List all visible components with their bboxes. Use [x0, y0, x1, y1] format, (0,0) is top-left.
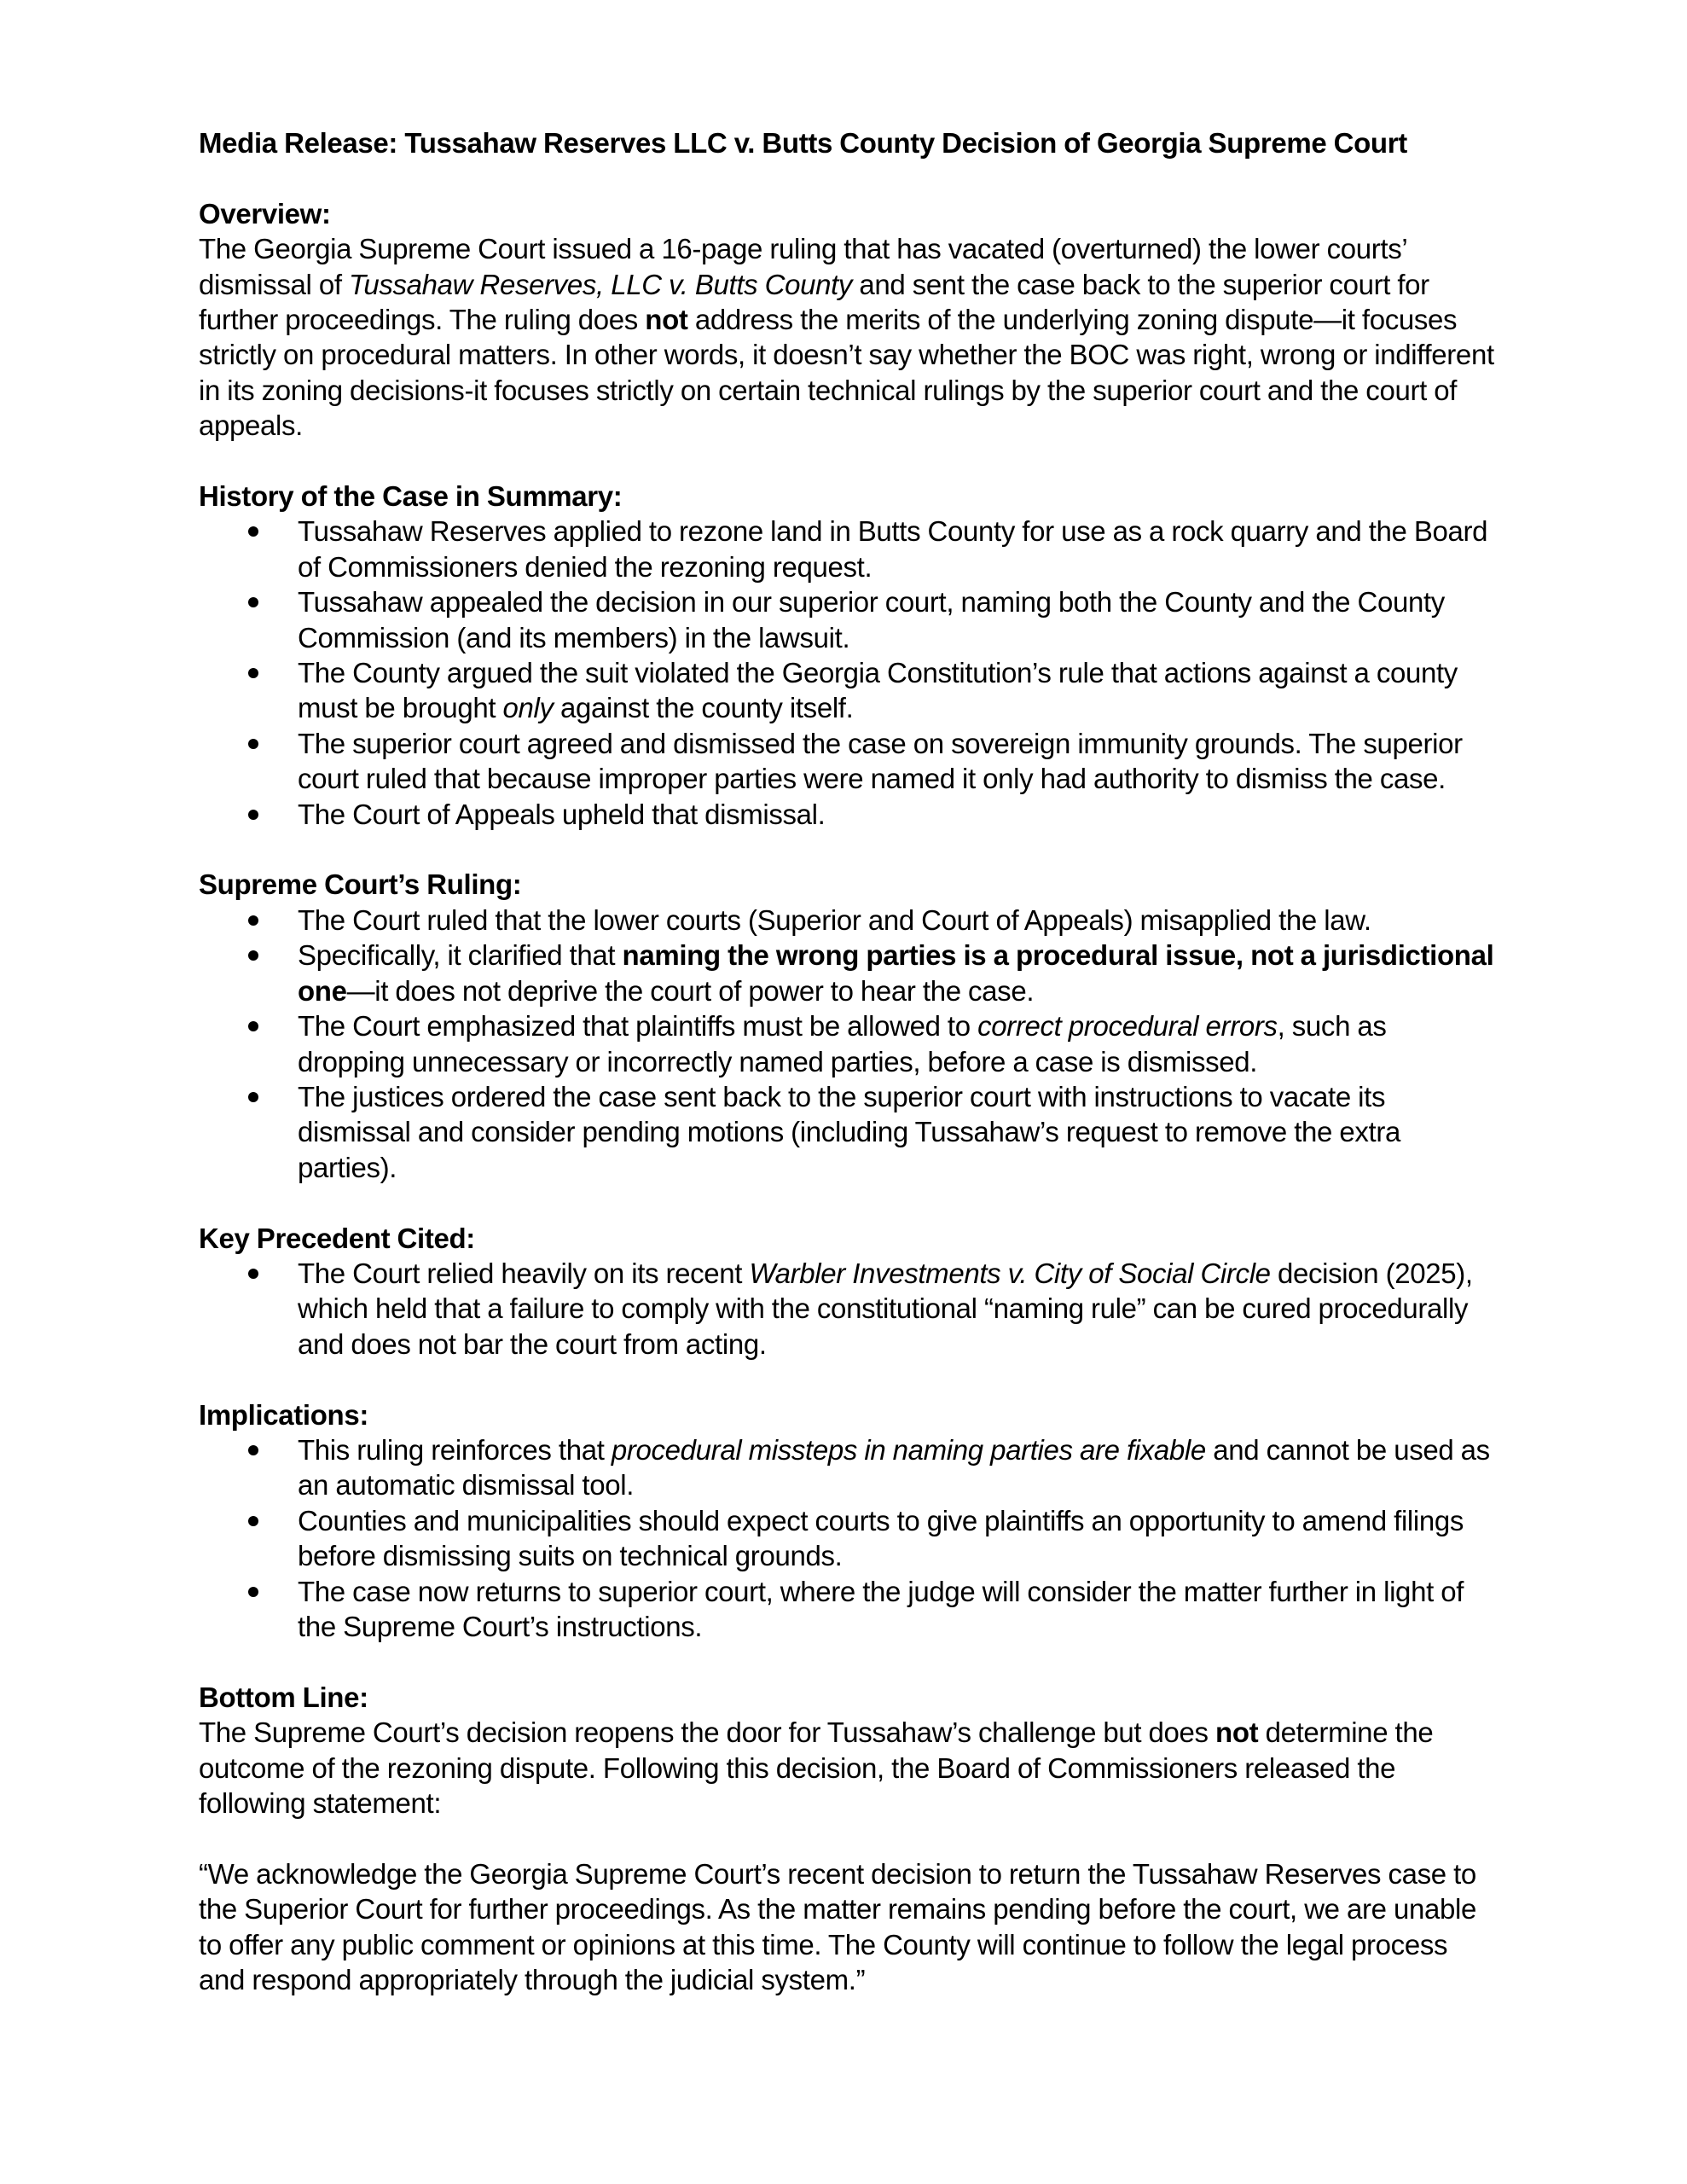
list-item — [199, 1432, 1495, 1503]
ruling-heading: Supreme Court’s Ruling: — [199, 868, 522, 901]
bullet-icon — [248, 1445, 258, 1455]
list-item — [199, 655, 1495, 726]
spacer — [199, 832, 1495, 867]
bullet-icon — [248, 739, 258, 749]
text-segment: Tussahaw Reserves applied to rezone land in Butts County for use as a rock quarry and the Board of Commissioners denied the rezoning request. — [298, 515, 1488, 583]
bullet-icon — [248, 1092, 258, 1102]
board-statement-quote: “We acknowledge the Georgia Supreme Court’s recent decision to return the Tussahaw Reserves case to the Superior Court for further proceedings. As the matter remains pending before the court, we are unable to offer any public comment or opinions at this time. The County will continue to follow the legal process and respond appropriately through the judicial system.” — [199, 1857, 1476, 1996]
text-segment: correct procedural errors — [977, 1010, 1278, 1043]
list-item — [199, 1008, 1495, 1079]
text-segment: The Georgia Supreme Court issued a 16-page ruling that has vacated (overturned) the lower courts’ dismissal of — [199, 233, 1407, 300]
bullet-icon — [248, 1021, 258, 1031]
overview-paragraph — [199, 231, 1495, 443]
bottom-line-paragraph — [199, 1715, 1495, 1821]
spacer — [199, 1644, 1495, 1679]
implications-list — [199, 1432, 1495, 1644]
spacer — [199, 160, 1495, 195]
bullet-icon — [248, 597, 258, 607]
text-segment: The Court emphasized that plaintiffs must be allowed to — [298, 1010, 978, 1043]
bullet-icon — [248, 526, 258, 537]
spacer — [199, 1185, 1495, 1220]
list-item — [199, 726, 1495, 797]
text-segment: The Court of Appeals upheld that dismissal. — [298, 798, 826, 830]
ruling-list — [199, 903, 1495, 1185]
bottom-line-heading: Bottom Line: — [199, 1681, 368, 1713]
text-segment: The case now returns to superior court, where the judge will consider the matter further in light of the Supreme Court’s instructions. — [298, 1575, 1464, 1642]
history-list — [199, 514, 1495, 832]
bullet-icon — [248, 950, 258, 961]
bullet-icon — [248, 915, 258, 926]
list-item — [199, 514, 1495, 584]
media-release-document — [199, 125, 1495, 1997]
text-segment: procedural missteps in naming parties are fixable — [611, 1433, 1206, 1466]
text-segment: This ruling reinforces that — [298, 1433, 612, 1466]
text-segment: Specifically, it clarified that — [298, 939, 623, 972]
list-item — [199, 1079, 1495, 1185]
implications-heading: Implications: — [199, 1398, 368, 1431]
text-segment: Tussahaw appealed the decision in our superior court, naming both the County and the County Commission (and its members) in the lawsuit. — [298, 586, 1445, 653]
bullet-icon — [248, 1269, 258, 1279]
document-title: Media Release: Tussahaw Reserves LLC v. Butts County Decision of Georgia Supreme Court — [199, 127, 1407, 159]
text-segment: The justices ordered the case sent back to the superior court with instructions to vacate its dismissal and consider pending motions (including Tussahaw’s request to remove the extra parties). — [298, 1080, 1400, 1183]
bottom-line-section — [199, 1680, 1495, 1821]
text-segment: The superior court agreed and dismissed the case on sovereign immunity grounds. The superior court ruled that because improper parties were named it only had authority to dismiss the case. — [298, 727, 1463, 795]
spacer — [199, 1821, 1495, 1856]
implications-section — [199, 1397, 1495, 1645]
bullet-icon — [248, 1516, 258, 1526]
text-segment: Warbler Investments v. City of Social Circle — [749, 1257, 1271, 1289]
text-segment: not — [1215, 1716, 1259, 1749]
text-segment: The Court relied heavily on its recent — [298, 1257, 750, 1289]
text-segment: and sent the case back to the superior court for further proceedings. The ruling does — [199, 268, 1429, 336]
text-segment: , such as dropping unnecessary or incorrectly named parties, before a case is dismissed. — [298, 1010, 1387, 1077]
overview-heading: Overview: — [199, 197, 331, 229]
text-segment: address the merits of the underlying zoning dispute—it focuses strictly on procedural matters. In other words, it doesn’t say whether the BOC was right, wrong or indifferent in its zoning decisions-it focuses strictly on certain technical rulings by the superior court and the court of appeals. — [199, 304, 1494, 442]
bullet-icon — [248, 810, 258, 820]
text-segment: and cannot be used as an automatic dismissal tool. — [298, 1433, 1490, 1502]
list-item — [199, 1256, 1495, 1362]
text-segment: The Court ruled that the lower courts (Superior and Court of Appeals) misapplied the law. — [298, 903, 1371, 936]
list-item — [199, 797, 1495, 832]
precedent-heading: Key Precedent Cited: — [199, 1222, 475, 1254]
bullet-icon — [248, 668, 258, 678]
text-segment: not — [645, 304, 688, 336]
text-segment: decision (2025), which held that a failure to comply with the constitutional “naming rule” can be cured procedurally and does not bar the court from acting. — [298, 1257, 1473, 1360]
list-item — [199, 903, 1495, 938]
precedent-list — [199, 1256, 1495, 1362]
bullet-icon — [248, 1587, 258, 1597]
text-segment: The Supreme Court’s decision reopens the door for Tussahaw’s challenge but does — [199, 1716, 1216, 1749]
history-heading: History of the Case in Summary: — [199, 480, 623, 513]
list-item — [199, 938, 1495, 1008]
text-segment: determine the outcome of the rezoning dispute. Following this decision, the Board of Commissioners released the following statement: — [199, 1716, 1434, 1819]
history-section — [199, 479, 1495, 832]
list-item — [199, 1574, 1495, 1645]
overview-section — [199, 196, 1495, 444]
text-segment: against the county itself. — [553, 692, 854, 724]
spacer — [199, 444, 1495, 479]
precedent-section — [199, 1221, 1495, 1362]
text-segment: Counties and municipalities should expect courts to give plaintiffs an opportunity to amend filings before dismissing suits on technical grounds. — [298, 1504, 1464, 1572]
spacer — [199, 1362, 1495, 1397]
list-item — [199, 584, 1495, 655]
text-segment: naming the wrong parties is a procedural issue, not a jurisdictional one — [298, 939, 1494, 1007]
ruling-section — [199, 867, 1495, 1185]
text-segment: The County argued the suit violated the Georgia Constitution’s rule that actions against a county must be brought — [298, 657, 1458, 724]
text-segment: —it does not deprive the court of power to hear the case. — [346, 974, 1035, 1007]
text-segment: only — [502, 692, 554, 724]
text-segment: Tussahaw Reserves, LLC v. Butts County — [349, 268, 853, 300]
list-item — [199, 1503, 1495, 1574]
